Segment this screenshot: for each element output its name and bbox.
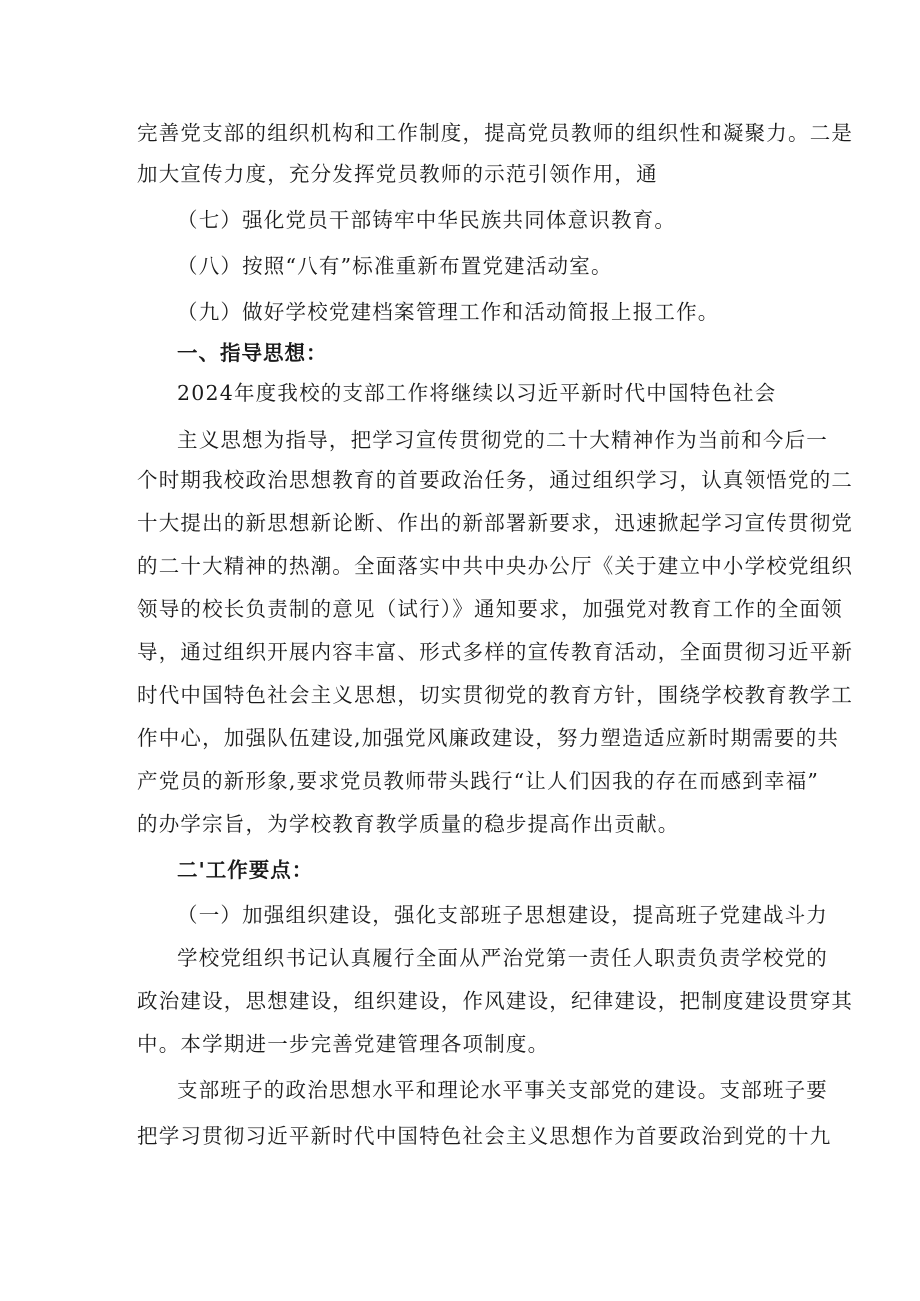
paragraph-line: 时代中国特色社会主义思想，切实贯彻党的教育方针，围绕学校教育教学工 xyxy=(137,683,854,707)
paragraph-line: 导，通过组织开展内容丰富、形式多样的宣传教育活动，全面贯彻习近平新 xyxy=(137,640,854,664)
paragraph-line: 学校党组织书记认真履行全面从严治党第一责任人职责负责学校党的 xyxy=(177,946,828,970)
paragraph-line: 加大宣传力度，充分发挥党员教师的示范引领作用，通 xyxy=(137,162,658,186)
paragraph-line: 政治建设，思想建设，组织建设，作风建设，纪律建设，把制度建设贯穿其 xyxy=(137,989,854,1013)
subsection-heading: （一）加强组织建设，强化支部班子思想建设，提高班子党建战斗力 xyxy=(177,903,828,927)
list-item: （八）按照“八有”标准重新布置党建活动室。 xyxy=(177,254,613,278)
list-item: （七）强化党员干部铸牢中华民族共同体意识教育。 xyxy=(177,208,677,232)
paragraph-line: 2024年度我校的支部工作将继续以习近平新时代中国特色社会 xyxy=(177,381,777,405)
section-heading: 二'工作要点： xyxy=(177,858,314,882)
paragraph-line: 个时期我校政治思想教育的首要政治任务，通过组织学习，认真领悟党的二 xyxy=(137,468,854,492)
paragraph-line: 的办学宗旨，为学校教育教学质量的稳步提高作出贡献。 xyxy=(137,812,680,836)
paragraph-line: 中。本学期进一步完善党建管理各项制度。 xyxy=(137,1032,550,1056)
paragraph-line: 完善党支部的组织机构和工作制度，提高党员教师的组织性和凝聚力。二是 xyxy=(137,121,854,145)
paragraph-line: 的二十大精神的热潮。全面落实中共中央办公厅《关于建立中小学校党组织 xyxy=(137,554,854,578)
paragraph-line: 产党员的新形象,要求党员教师带头践行“让人们因我的存在而感到幸福” xyxy=(137,769,820,793)
paragraph-line: 支部班子的政治思想水平和理论水平事关支部党的建设。支部班子要 xyxy=(177,1078,828,1102)
paragraph-line: 作中心，加强队伍建设,加强党风廉政建设，努力塑造适应新时期需要的共 xyxy=(137,726,840,750)
list-item: （九）做好学校党建档案管理工作和活动简报上报工作。 xyxy=(177,300,720,324)
paragraph-line: 十大提出的新思想新论断、作出的新部署新要求，迅速掀起学习宣传贯彻党 xyxy=(137,511,854,535)
paragraph-line: 主义思想为指导，把学习宣传贯彻党的二十大精神作为当前和今后一 xyxy=(177,428,828,452)
paragraph-line: 领导的校长负责制的意见（试行）》通知要求，加强党对教育工作的全面领 xyxy=(137,597,843,621)
paragraph-line: 把学习贯彻习近平新时代中国特色社会主义思想作为首要政治到党的十九 xyxy=(137,1124,832,1148)
section-heading: 一、指导思想： xyxy=(177,341,328,365)
